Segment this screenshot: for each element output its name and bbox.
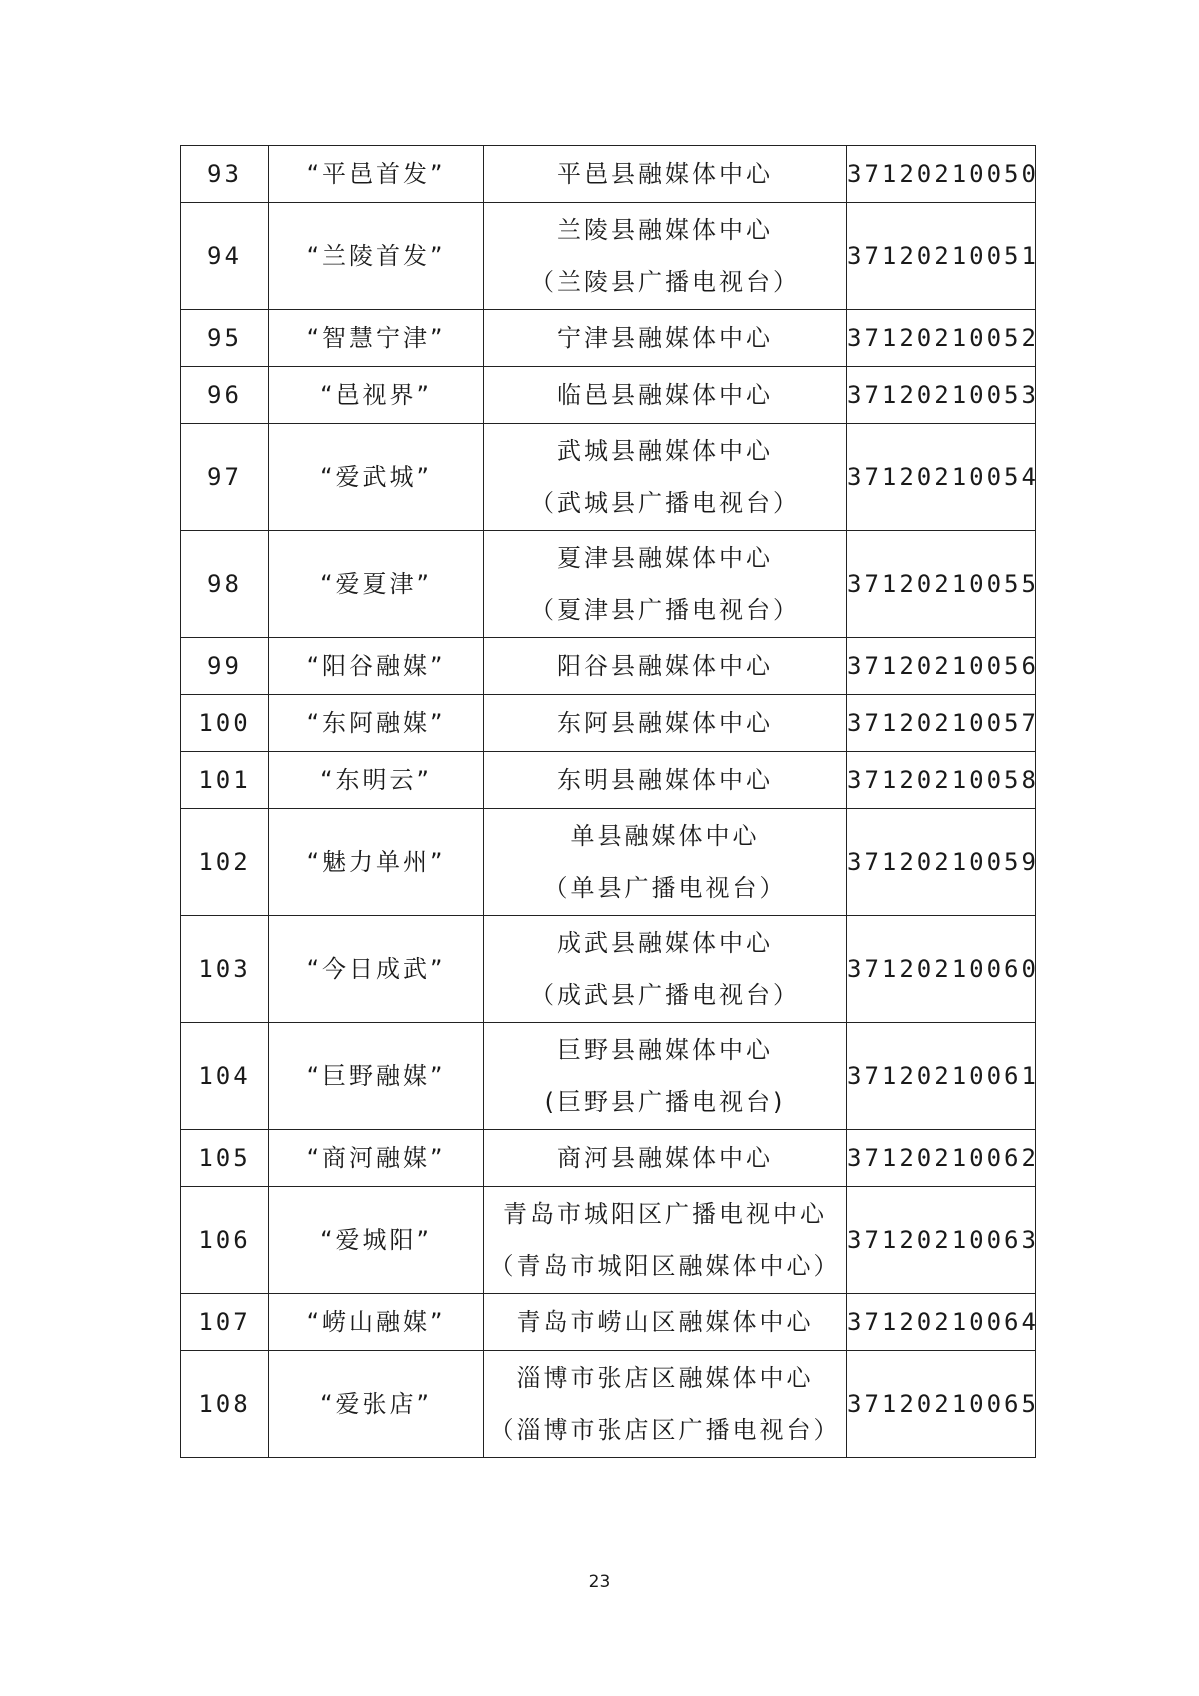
table-row [181, 531, 1036, 638]
registration-code: 37120210063 [847, 1187, 1036, 1294]
row-number: 96 [181, 367, 269, 424]
table-row [181, 203, 1036, 310]
organization-cell [484, 1023, 847, 1130]
organization-name: 东明县融媒体中心 [557, 766, 773, 794]
table-row [181, 310, 1036, 367]
organization-name: 宁津县融媒体中心 [557, 324, 773, 352]
organization-alias: （青岛市城阳区融媒体中心） [489, 1252, 841, 1280]
organization-name: 临邑县融媒体中心 [557, 381, 773, 409]
table-row [181, 367, 1036, 424]
account-name: “东明云” [269, 752, 484, 809]
account-name: “爱城阳” [269, 1187, 484, 1294]
organization-alias: （成武县广播电视台） [530, 981, 800, 1009]
account-name: “东阿融媒” [269, 695, 484, 752]
page-number: 23 [588, 1572, 611, 1592]
organization-cell [484, 146, 847, 203]
table-row [181, 1351, 1036, 1458]
organization-name: 淄博市张店区融媒体中心 [516, 1364, 814, 1392]
table-row [181, 424, 1036, 531]
organization-cell [484, 638, 847, 695]
account-name: “爱张店” [269, 1351, 484, 1458]
account-name: “兰陵首发” [269, 203, 484, 310]
registry-table [180, 145, 1039, 1458]
account-name: “崂山融媒” [269, 1294, 484, 1351]
registration-code: 37120210053 [847, 367, 1036, 424]
organization-name: 平邑县融媒体中心 [557, 160, 773, 188]
organization-name: 武城县融媒体中心 [557, 437, 773, 465]
account-name: “阳谷融媒” [269, 638, 484, 695]
organization-cell [484, 203, 847, 310]
organization-alias: （武城县广播电视台） [530, 489, 800, 517]
table-row [181, 1130, 1036, 1187]
registration-code: 37120210060 [847, 916, 1036, 1023]
registration-code: 37120210059 [847, 809, 1036, 916]
organization-alias: （兰陵县广播电视台） [530, 268, 800, 296]
row-number: 103 [181, 916, 269, 1023]
organization-name: 青岛市城阳区广播电视中心 [503, 1200, 827, 1228]
organization-name: 阳谷县融媒体中心 [557, 652, 773, 680]
account-name: “爱夏津” [269, 531, 484, 638]
table-row [181, 638, 1036, 695]
organization-cell [484, 1187, 847, 1294]
row-number: 102 [181, 809, 269, 916]
registration-code: 37120210064 [847, 1294, 1036, 1351]
registration-code: 37120210056 [847, 638, 1036, 695]
account-name: “平邑首发” [269, 146, 484, 203]
organization-cell [484, 1130, 847, 1187]
registration-code: 37120210055 [847, 531, 1036, 638]
row-number: 93 [181, 146, 269, 203]
registration-code: 37120210052 [847, 310, 1036, 367]
organization-cell [484, 1294, 847, 1351]
organization-alias: （单县广播电视台） [543, 874, 787, 902]
registry-table-body [181, 146, 1039, 1458]
organization-cell [484, 809, 847, 916]
account-name: “爱武城” [269, 424, 484, 531]
organization-cell [484, 367, 847, 424]
organization-cell [484, 752, 847, 809]
table-row [181, 146, 1036, 203]
organization-cell [484, 310, 847, 367]
row-number: 101 [181, 752, 269, 809]
organization-cell [484, 916, 847, 1023]
organization-alias: （夏津县广播电视台） [530, 596, 800, 624]
account-name: “魅力单州” [269, 809, 484, 916]
registration-code: 37120210065 [847, 1351, 1036, 1458]
row-number: 108 [181, 1351, 269, 1458]
account-name: “今日成武” [269, 916, 484, 1023]
registration-code: 37120210061 [847, 1023, 1036, 1130]
row-number: 99 [181, 638, 269, 695]
table-row [181, 916, 1036, 1023]
table-row [181, 1187, 1036, 1294]
account-name: “商河融媒” [269, 1130, 484, 1187]
row-number: 105 [181, 1130, 269, 1187]
registration-code: 37120210050 [847, 146, 1036, 203]
account-name: “巨野融媒” [269, 1023, 484, 1130]
organization-name: 成武县融媒体中心 [557, 929, 773, 957]
organization-cell [484, 531, 847, 638]
registration-code: 37120210058 [847, 752, 1036, 809]
organization-name: 单县融媒体中心 [570, 822, 760, 850]
row-number: 106 [181, 1187, 269, 1294]
row-number: 98 [181, 531, 269, 638]
row-number: 104 [181, 1023, 269, 1130]
organization-name: 商河县融媒体中心 [557, 1144, 773, 1172]
row-number: 107 [181, 1294, 269, 1351]
organization-cell [484, 424, 847, 531]
registration-code: 37120210054 [847, 424, 1036, 531]
account-name: “邑视界” [269, 367, 484, 424]
table-row [181, 752, 1036, 809]
account-name: “智慧宁津” [269, 310, 484, 367]
organization-cell [484, 1351, 847, 1458]
organization-name: 巨野县融媒体中心 [557, 1036, 773, 1064]
row-number: 100 [181, 695, 269, 752]
organization-alias: （淄博市张店区广播电视台） [489, 1416, 841, 1444]
row-number: 97 [181, 424, 269, 531]
registration-code: 37120210062 [847, 1130, 1036, 1187]
organization-name: 夏津县融媒体中心 [557, 544, 773, 572]
row-number: 94 [181, 203, 269, 310]
organization-cell [484, 695, 847, 752]
row-number: 95 [181, 310, 269, 367]
table-row [181, 695, 1036, 752]
table-row [181, 1294, 1036, 1351]
registration-code: 37120210057 [847, 695, 1036, 752]
organization-alias: (巨野县广播电视台) [544, 1088, 786, 1116]
organization-name: 兰陵县融媒体中心 [557, 216, 773, 244]
organization-name: 东阿县融媒体中心 [557, 709, 773, 737]
table-row [181, 1023, 1036, 1130]
organization-name: 青岛市崂山区融媒体中心 [516, 1308, 814, 1336]
table-row [181, 809, 1036, 916]
registration-code: 37120210051 [847, 203, 1036, 310]
